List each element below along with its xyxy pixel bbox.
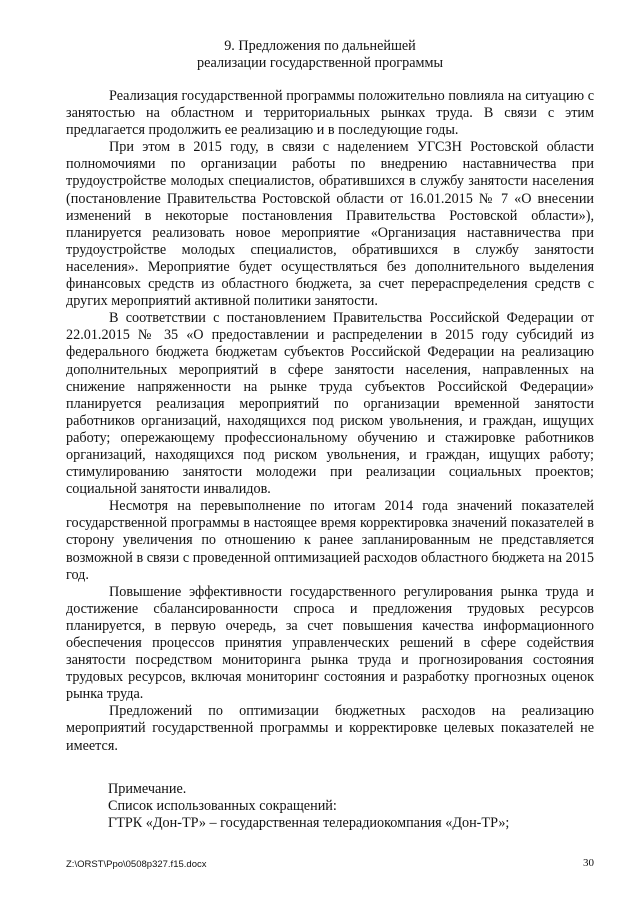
paragraph-4: Несмотря на перевыполнение по итогам 2014 года значений показателей государственной программы в настоящее время корректировка значений показателей в сторону увеличения по отношению к ранее запланированным не представляется возможной в связи с проведенной оптимизацией расходов областного бюджета на 2015 год. [66, 498, 594, 583]
paragraph-3: В соответствии с постановлением Правительства Российской Федерации от 22.01.2015 № 35 «О предоставлении и распределении в 2015 году субсидий из федерального бюджета бюджетам субъектов Российской Федерации на реализацию дополнительных мероприятий в сфере занятости населения, направленных на снижение напряженности на рынке труда субъектов Российской Федерации» планируется реализация мероприятий по организации временной занятости работников организаций, находящихся под риском увольнения, и граждан, ищущих работу; опережающему профессиональному обучению и стажировке работников организаций, находящихся под риском увольнения, и граждан, ищущих работу; стимулированию занятости молодежи при реализации социальных проектов; социальной занятости инвалидов. [66, 310, 594, 498]
section-heading-line-1: 9. Предложения по дальнейшей [224, 38, 416, 54]
paragraph-5: Повышение эффективности государственного регулирования рынка труда и достижение сбалансированности спроса и предложения трудовых ресурсов планируется, в первую очередь, за счет повышения качества информационного обеспечения процессов принятия управленческих решений в сфере содействия занятости посредством мониторинга рынка труда и прогнозирования состояния трудовых ресурсов, включая мониторинг состояния и разработку прогнозных оценок рынка труда. [66, 583, 594, 703]
page-number: 30 [583, 857, 594, 869]
notes-title: Примечание. [108, 781, 187, 797]
document-body [66, 88, 594, 755]
paragraph-1: Реализация государственной программы положительно повлияла на ситуацию с занятостью на областном и территориальных рынках труда. В связи с этим предлагается продолжить ее реализацию и в последующие годы. [66, 88, 594, 139]
footer-file-path: Z:\ORST\Ppo\0508p327.f15.docx [66, 859, 207, 870]
paragraph-6: Предложений по оптимизации бюджетных расходов на реализацию мероприятий государственной программы и корректировке целевых показателей не имеется. [66, 703, 594, 754]
paragraph-2: При этом в 2015 году, в связи с наделением УГСЗН Ростовской области полномочиями по организации работы по внедрению наставничества при трудоустройстве молодых специалистов, обратившихся в службу занятости населения (постановление Правительства Ростовской области от 16.01.2015 № 7 «О внесении изменений в некоторые постановления Правительства Ростовской области»), планируется реализовать новое мероприятие «Организация наставничества при трудоустройстве молодых специалистов, обратившихся в службу занятости населения». Мероприятие будет осуществляться без дополнительного выделения финансовых средств из областного бюджета, за счет перераспределения средств с других мероприятий активной политики занятости. [66, 139, 594, 310]
section-heading-line-2: реализации государственной программы [196, 55, 444, 71]
abbreviations-title: Список использованных сокращений: [108, 798, 337, 814]
abbreviation-item: ГТРК «Дон-ТР» – государственная телерадиокомпания «Дон-ТР»; [108, 815, 510, 831]
notes-section [108, 781, 598, 832]
section-heading [0, 38, 640, 72]
